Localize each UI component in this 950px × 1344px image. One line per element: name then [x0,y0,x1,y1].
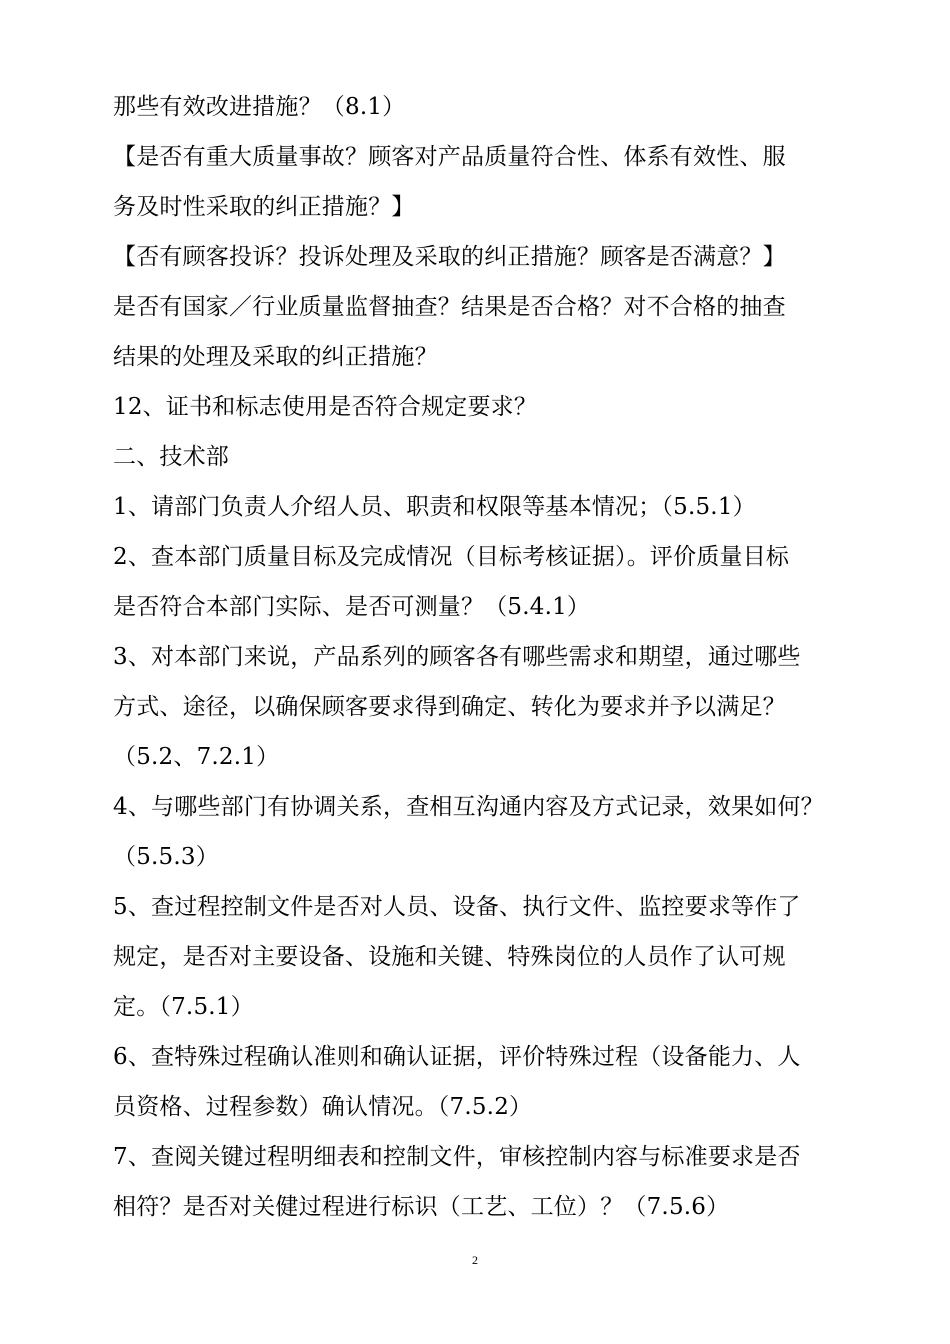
text-line: 4、与哪些部门有协调关系，查相互沟通内容及方式记录，效果如何？ [113,794,824,820]
text-line: （5.5.3） [113,844,219,870]
text-line: 那些有效改进措施？（8.1） [113,94,406,120]
text-line: 5、查过程控制文件是否对人员、设备、执行文件、监控要求等作了 [113,894,801,920]
text-line: 结果的处理及采取的纠正措施？ [113,344,438,370]
text-line: 是否有国家／行业质量监督抽查？结果是否合格？对不合格的抽查 [113,294,786,320]
text-line: 6、查特殊过程确认准则和确认证据，评价特殊过程（设备能力、人 [113,1044,801,1070]
text-line: 【否有顾客投诉？投诉处理及采取的纠正措施？顾客是否满意？】 [113,244,786,270]
page-number: 2 [472,1253,478,1267]
text-line: 务及时性采取的纠正措施？】 [113,194,415,220]
text-line: 方式、途径，以确保顾客要求得到确定、转化为要求并予以满足？ [113,694,786,720]
text-line: 员资格、过程参数）确认情况。（7.5.2） [113,1094,533,1120]
text-line: 【是否有重大质量事故？顾客对产品质量符合性、体系有效性、服 [113,144,786,170]
text-line: （5.2、7.2.1） [113,744,280,770]
document-body [113,82,863,1232]
text-line: 2、查本部门质量目标及完成情况（目标考核证据）。评价质量目标 [113,544,790,570]
section-heading: 二、技术部 [113,444,229,470]
text-line: 相符？是否对关健过程进行标识（工艺、工位）？（7.5.6） [113,1194,730,1220]
text-line: 是否符合本部门实际、是否可测量？（5.4.1） [113,594,591,620]
text-line: 7、查阅关键过程明细表和控制文件，审核控制内容与标准要求是否 [113,1144,801,1170]
text-line: 定。（7.5.1） [113,994,254,1020]
text-line: 规定，是否对主要设备、设施和关键、特殊岗位的人员作了认可规 [113,944,786,970]
text-line: 1、请部门负责人介绍人员、职责和权限等基本情况；（5.5.1） [113,494,756,520]
text-line: 3、对本部门来说，产品系列的顾客各有哪些需求和期望，通过哪些 [113,644,801,670]
text-line: 12、证书和标志使用是否符合规定要求？ [113,394,538,420]
